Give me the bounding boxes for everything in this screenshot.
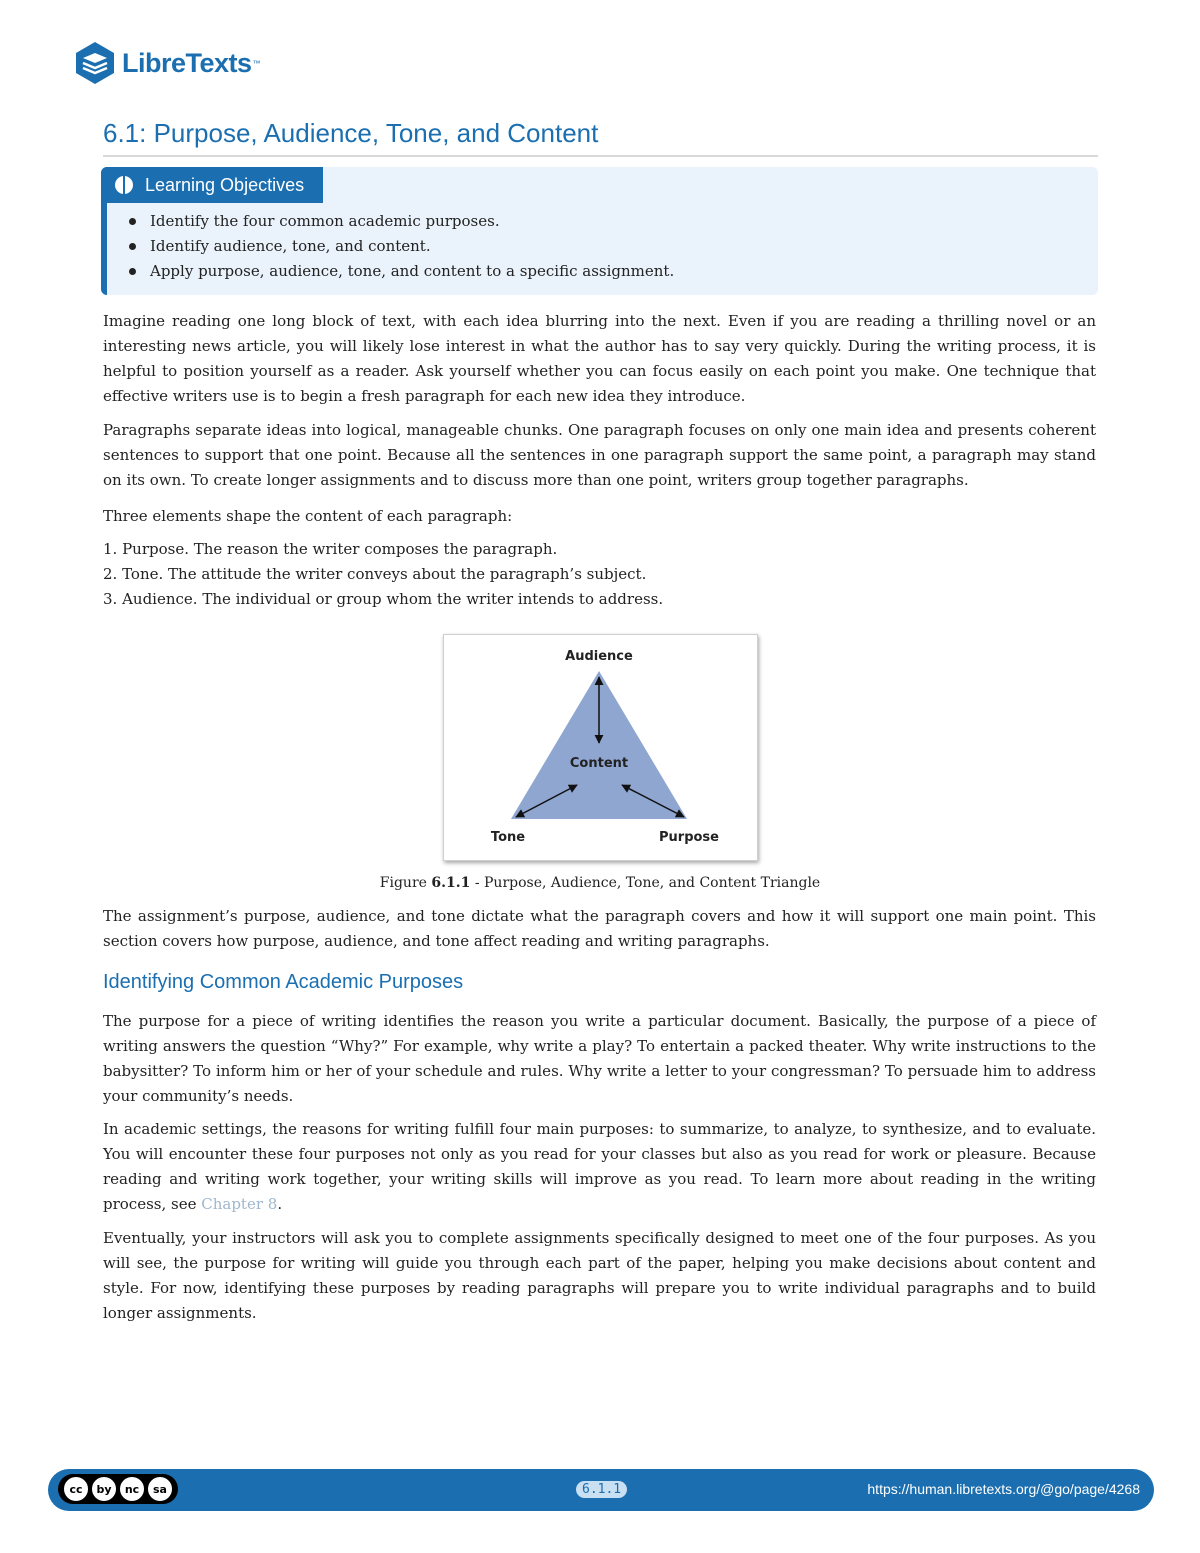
license-badge[interactable] — [58, 1474, 178, 1504]
page-url-link[interactable]: https://human.libretexts.org/@go/page/4268 — [867, 1481, 1140, 1497]
learning-objectives-header — [101, 167, 323, 203]
figure-caption — [0, 875, 1200, 891]
sharealike-icon: sa — [146, 1475, 174, 1503]
objectives-list — [125, 209, 674, 284]
objective-item: Apply purpose, audience, tone, and content to a specific assignment. — [125, 259, 674, 284]
section-heading: Identifying Common Academic Purposes — [103, 971, 464, 993]
paragraph: Imagine reading one long block of text, with each idea blurring into the next. Even if you are reading a thrilling novel or an interesting news article, you will likely lose interest in what the author has to say very quickly. During the writing process, it is helpful to position yourself as a reader. Ask yourself whether you can focus easily on each point you make. One technique that effective writers use is to begin a fresh paragraph for each new idea they introduce. — [103, 312, 1096, 405]
list-item: 2. Tone. The attitude the writer conveys about the paragraph’s subject. — [103, 565, 647, 583]
chapter-8-link[interactable]: Chapter 8 — [201, 1195, 278, 1213]
label-purpose: Purpose — [659, 830, 719, 845]
list-item: 3. Audience. The individual or group whom the writer intends to address. — [103, 590, 664, 608]
caption-number: 6.1.1 — [431, 875, 471, 891]
paragraph-text-end: . — [277, 1195, 283, 1213]
paragraph: Three elements shape the content of each paragraph: — [103, 507, 513, 525]
noncommercial-icon: nc — [118, 1475, 146, 1503]
page-footer — [48, 1469, 1154, 1511]
objective-item: Identify audience, tone, and content. — [125, 234, 674, 259]
objective-item: Identify the four common academic purposes. — [125, 209, 674, 234]
paragraph: The assignment’s purpose, audience, and tone dictate what the paragraph covers and how it will support one main point. This section covers how purpose, audience, and tone affect reading and writing paragraphs. — [103, 907, 1096, 950]
learning-objectives-box — [101, 167, 1098, 295]
label-audience: Audience — [565, 649, 633, 664]
objectives-icon — [115, 176, 133, 194]
page-title: 6.1: Purpose, Audience, Tone, and Content — [103, 118, 1098, 157]
libretexts-logo[interactable] — [72, 40, 261, 86]
trademark: ™ — [252, 58, 261, 68]
elements-list — [103, 537, 663, 612]
paragraph: The purpose for a piece of writing identifies the reason you write a particular document. Basically, the purpose of a piece of writing answers the question “Why?” For example, why write a play? To entertain a packed theater. Why write instructions to the babysitter? To inform him or her of your schedule and rules. Why write a letter to your congressman? To persuade him to address your community’s needs. — [103, 1012, 1096, 1105]
triangle-figure — [443, 634, 758, 861]
paragraph-text: In academic settings, the reasons for writing fulfill four main purposes: to summarize, to analyze, to synthesize, and to evaluate. You will encounter these four purposes not only as you read for your classes but also as you read for work or pleasure. Because reading and writing work together, your writing skills will improve as you read. To learn more about reading in the writing process, see — [103, 1120, 1096, 1213]
paragraph — [103, 1117, 1096, 1217]
paragraph: Paragraphs separate ideas into logical, manageable chunks. One paragraph focuses on only one main idea and presents coherent sentences to support that one point. Because all the sentences in one paragraph support the same point, a paragraph may stand on its own. To create longer assignments and to discuss more than one point, writers group together paragraphs. — [103, 421, 1096, 489]
page-number: 6.1.1 — [576, 1481, 627, 1498]
attribution-icon: by — [90, 1475, 118, 1503]
caption-prefix: Figure — [379, 875, 432, 891]
caption-text: - Purpose, Audience, Tone, and Content Triangle — [470, 875, 821, 891]
libretexts-logo-icon — [72, 40, 118, 86]
label-content: Content — [569, 756, 629, 771]
paragraph: Eventually, your instructors will ask you to complete assignments specifically designed to meet one of the four purposes. As you will see, the purpose for writing will guide you through each part of the paper, helping you make decisions about content and style. For now, identifying these purposes by reading paragraphs will prepare you to write individual paragraphs and to build longer assignments. — [103, 1229, 1096, 1322]
cc-icon: cc — [62, 1475, 90, 1503]
list-item: 1. Purpose. The reason the writer composes the paragraph. — [103, 540, 558, 558]
triangle-diagram — [444, 635, 757, 860]
brand-name: LibreTexts — [122, 47, 252, 78]
label-tone: Tone — [490, 830, 526, 845]
learning-objectives-label: Learning Objectives — [145, 174, 305, 195]
